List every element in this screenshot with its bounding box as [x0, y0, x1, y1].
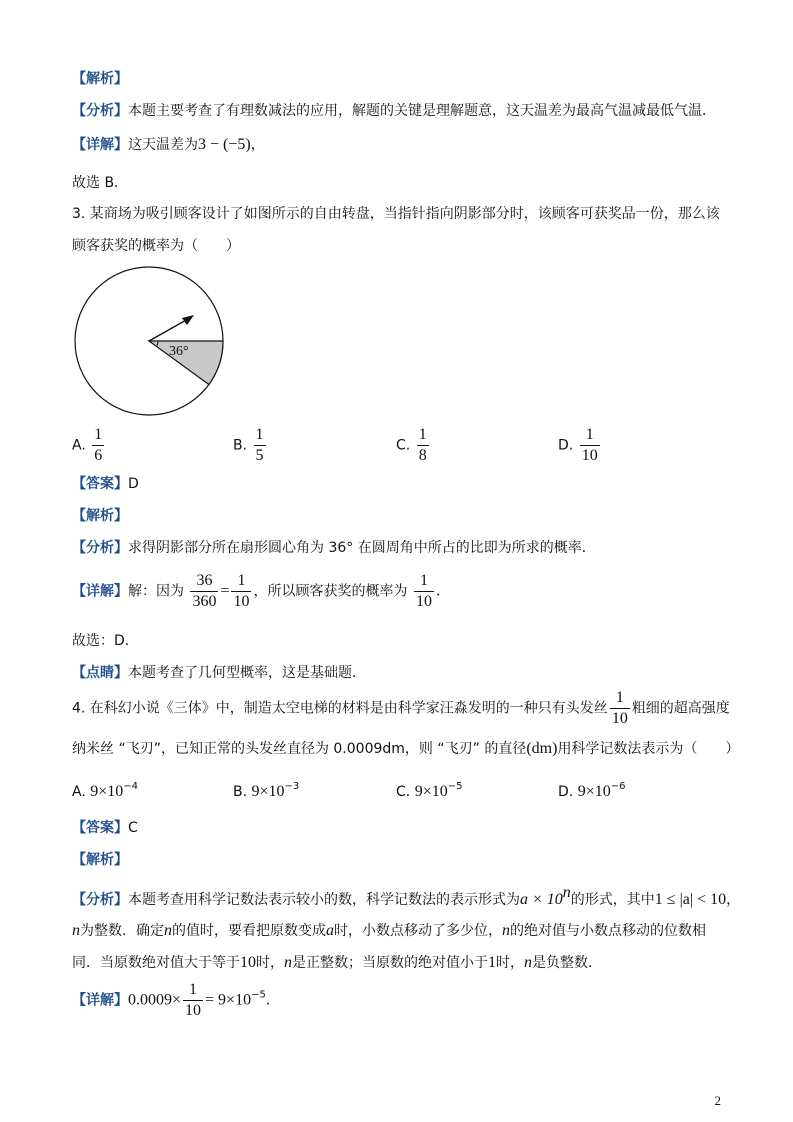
stem-text: 顾客获奖的概率为（ ） — [72, 238, 240, 254]
fenxi-text: 的值时，要看把原数变成 — [172, 923, 326, 939]
option-base: 9×10 — [577, 783, 611, 800]
xiangjie-math: 3 − (−5) — [198, 136, 251, 153]
stem-text-b: 用科学记数法表示为（ ） — [557, 741, 740, 757]
q3-jiexi — [72, 505, 128, 525]
q4-jiexi — [72, 849, 128, 869]
option-base: 9×10 — [251, 783, 285, 800]
xiangjie-tag: 【详解】 — [72, 583, 128, 600]
answer-value: C — [128, 820, 138, 836]
q2-xiangjie — [72, 134, 265, 154]
option-letter: D. — [558, 784, 574, 800]
var-a: a — [326, 922, 334, 939]
fenxi-tag: 【分析】 — [72, 103, 128, 119]
xiangjie-fraction: $\frac{1}{10}$ — [185, 981, 202, 1019]
stem-fraction: $\frac{1}{10}$ — [611, 689, 628, 727]
option-letter: B. — [233, 437, 248, 454]
option-fraction: $\frac{1}{6}$ — [94, 426, 103, 464]
option-exp: −3 — [284, 781, 300, 792]
xiangjie-math-b: = 9×10 — [205, 991, 252, 1009]
stem-text-b: 粗细的超高强度 — [631, 700, 730, 717]
q3-option-a[interactable] — [72, 425, 106, 466]
unit-dm: (dm) — [526, 740, 558, 757]
fenxi-text: 是正整数；当原数的绝对值小于 — [292, 955, 488, 971]
xiangjie-tag: 【详解】 — [72, 992, 128, 1009]
var-n: n — [164, 922, 172, 939]
q4-option-c[interactable] — [396, 781, 462, 801]
option-base: 9×10 — [90, 783, 124, 800]
q3-answer — [72, 473, 139, 493]
answer-tag: 【答案】 — [72, 476, 128, 492]
q4-option-b[interactable] — [233, 781, 299, 801]
option-fraction: $\frac{1}{10}$ — [581, 426, 598, 464]
xiangjie-text: 这天温差为 — [128, 137, 198, 153]
xiangjie-text: 解：因为 — [128, 583, 184, 600]
stem-text: 纳米丝 “飞刃”，已知正常的头发丝直径为 0.0009dm，则 “飞刃” 的直径 — [72, 741, 527, 757]
xiangjie-end: ． — [265, 992, 280, 1009]
var-n: n — [284, 954, 292, 971]
jiexi-tag: 【解析】 — [72, 508, 128, 524]
q3-option-c[interactable] — [396, 425, 431, 466]
fenxi-tag: 【分析】 — [72, 892, 128, 908]
q2-conclusion — [72, 172, 128, 192]
fenxi-text: 本题主要考查了有理数减法的应用，解题的关键是理解题意，这天温差为最高气温减最低气温． — [128, 103, 716, 119]
q4-stem-line1 — [72, 688, 730, 729]
q4-xiangjie — [72, 980, 280, 1021]
fenxi-text: 本题考查用科学记数法表示较小的数，科学记数法的表示形式为 — [128, 892, 520, 908]
q3-xiangjie — [72, 571, 450, 612]
option-letter: B. — [233, 784, 248, 800]
q4-answer — [72, 817, 138, 837]
fraction-1-10: $\frac{1}{10}$ — [415, 572, 432, 610]
stem-text: 4. 在科幻小说《三体》中，制造太空电梯的材料是由科学家汪淼发明的一种只有头发丝 — [72, 700, 608, 717]
option-letter: A. — [72, 784, 86, 800]
option-exp: −4 — [123, 781, 139, 792]
xiangjie-math-a: 0.0009× — [128, 991, 182, 1009]
angle-label: 36° — [169, 344, 189, 359]
q2-jiexi — [72, 68, 128, 88]
fenxi-text: 时， — [496, 955, 524, 971]
dianjing-tag: 【点睛】 — [72, 665, 128, 681]
fenxi-tag: 【分析】 — [72, 540, 128, 556]
option-exp: −6 — [610, 781, 626, 792]
equals-sign: = — [220, 582, 230, 600]
q3-conclusion — [72, 630, 139, 650]
q4-option-a[interactable] — [72, 781, 138, 801]
xiangjie-tag: 【详解】 — [72, 137, 128, 153]
q3-stem-line2 — [72, 235, 240, 255]
fenxi-text: 的绝对值与小数点移动的位数相 — [510, 923, 706, 939]
option-base: 9×10 — [414, 783, 448, 800]
xiangjie-end: ． — [435, 583, 450, 600]
option-letter: C. — [396, 784, 411, 800]
fenxi-text: 时，小数点移动了多少位， — [334, 923, 502, 939]
fenxi-text-b: 的形式，其中 — [570, 892, 655, 908]
option-letter: C. — [396, 437, 411, 454]
range-expression: 1 ≤ |a| < 10 — [654, 891, 727, 908]
jiexi-tag: 【解析】 — [72, 852, 128, 868]
jiexi-tag: 【解析】 — [72, 71, 128, 87]
stem-text: 3. 某商场为吸引顾客设计了如图所示的自由转盘，当指针指向阴影部分时，该顾客可获奖品一份，那么该 — [72, 206, 720, 222]
var-n: n — [72, 922, 80, 939]
q3-fenxi — [72, 537, 596, 557]
xiangjie-end: ， — [250, 137, 265, 153]
fenxi-text: 为整数．确定 — [80, 923, 164, 939]
option-exp: −5 — [447, 781, 463, 792]
option-letter: D. — [558, 437, 574, 454]
q4-option-d[interactable] — [558, 781, 625, 801]
fenxi-text-c: ， — [726, 892, 741, 908]
q2-fenxi — [72, 100, 716, 120]
q4-fenxi-line2 — [72, 920, 706, 940]
sci-notation-exp: n — [562, 884, 571, 901]
q3-stem-line1 — [72, 203, 720, 223]
fraction-1-10: $\frac{1}{10}$ — [233, 572, 250, 610]
q4-stem-line2 — [72, 738, 739, 758]
answer-tag: 【答案】 — [72, 820, 128, 836]
fenxi-text: 求得阴影部分所在扇形圆心角为 36° 在圆周角中所占的比即为所求的概率． — [128, 540, 596, 556]
q3-option-d[interactable] — [558, 425, 602, 466]
xiangjie-text-b: ，所以顾客获奖的概率为 — [253, 583, 408, 600]
sci-notation-form: a × 10 — [520, 891, 563, 908]
fenxi-text: 是负整数． — [532, 955, 602, 971]
fraction-36-360: $\frac{36}{360}$ — [192, 572, 217, 610]
fenxi-text: 时， — [256, 955, 284, 971]
var-n: n — [502, 922, 510, 939]
number-10: 10 — [240, 954, 256, 971]
q3-option-b[interactable] — [233, 425, 268, 466]
conclusion-text: 故选：D． — [72, 633, 139, 649]
number-1: 1 — [488, 954, 496, 971]
option-fraction: $\frac{1}{5}$ — [255, 426, 264, 464]
fenxi-text: 同．当原数绝对值大于等于 — [72, 955, 240, 971]
xiangjie-exp: −5 — [251, 989, 266, 1001]
option-fraction: $\frac{1}{8}$ — [418, 426, 427, 464]
answer-value: D — [128, 476, 139, 492]
page-number: 2 — [714, 1093, 721, 1108]
conclusion-text: 故选 B． — [72, 175, 129, 191]
var-n: n — [524, 954, 532, 971]
q4-fenxi-line1 — [72, 884, 740, 909]
option-letter: A. — [72, 437, 86, 454]
spinner-figure — [70, 266, 230, 416]
dianjing-text: 本题考查了几何型概率，这是基础题． — [128, 665, 366, 681]
q3-dianjing — [72, 662, 366, 682]
q4-fenxi-line3 — [72, 952, 602, 972]
